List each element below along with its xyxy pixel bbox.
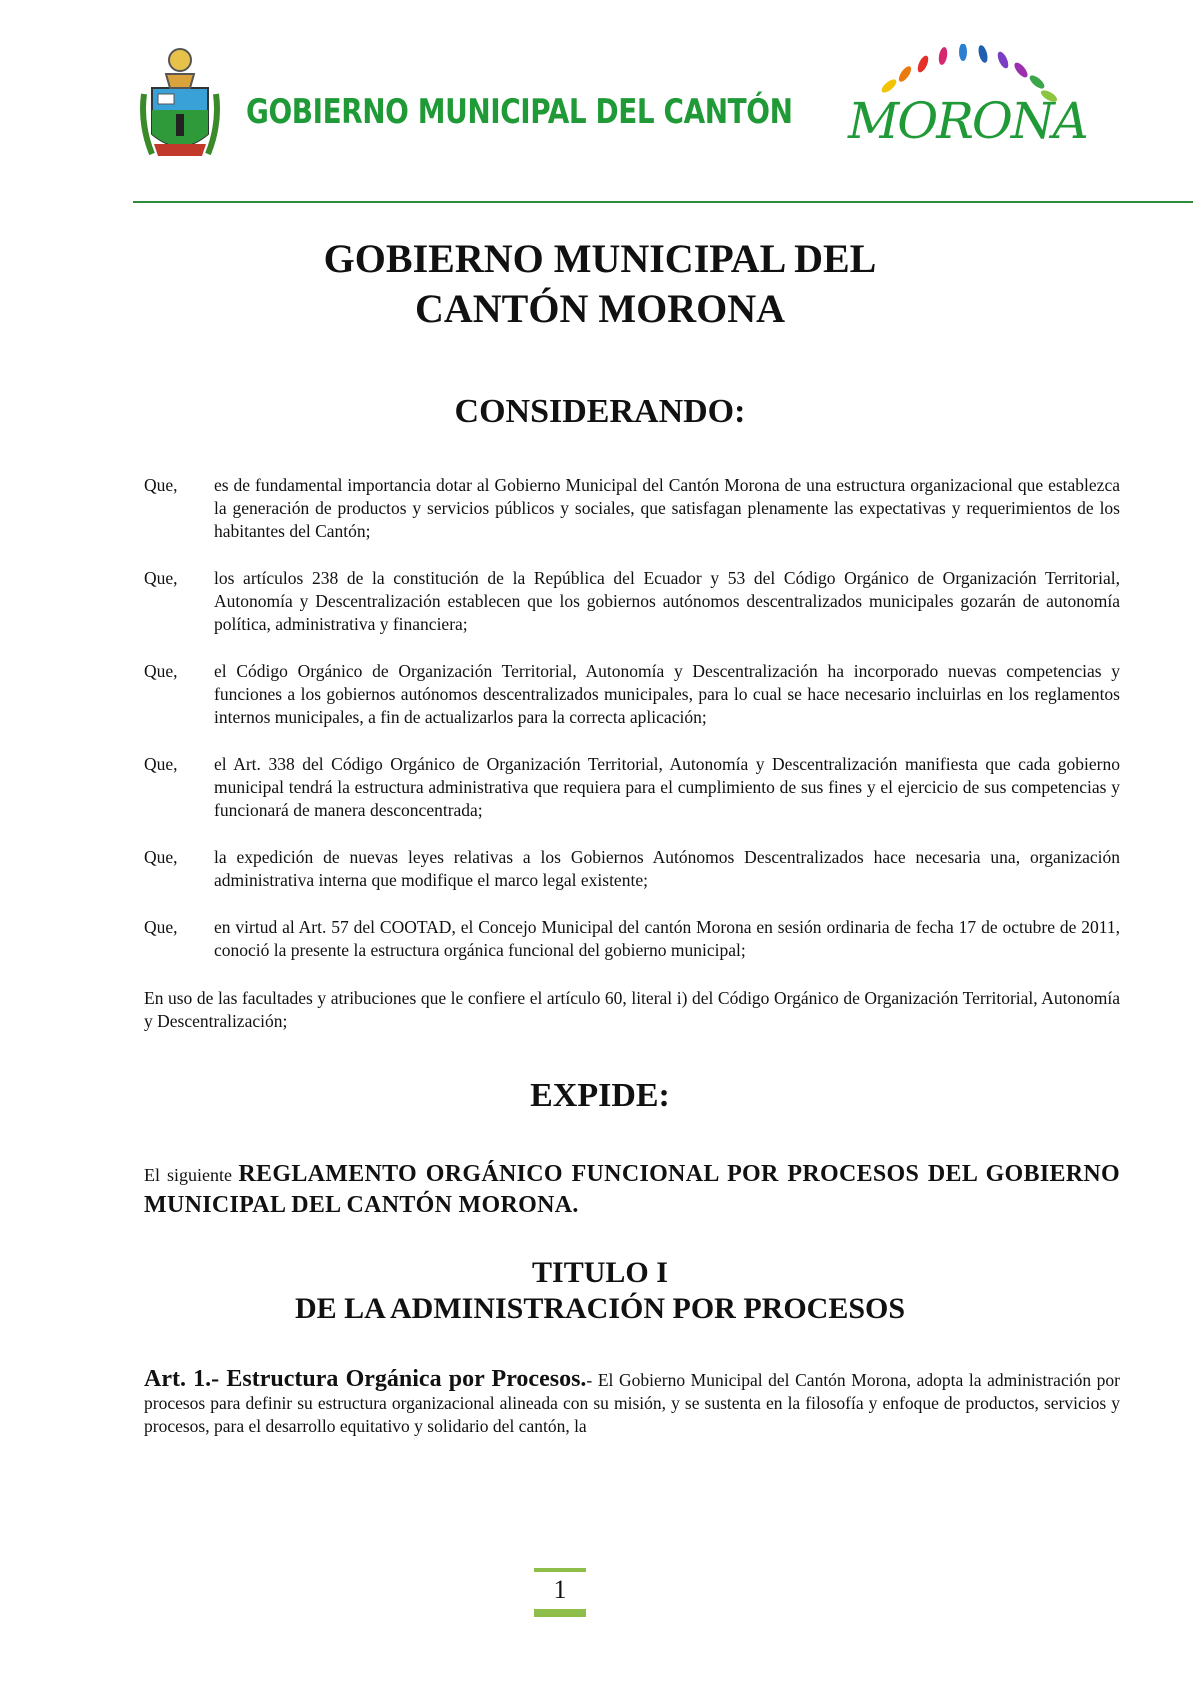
article-1-text: - El Gobierno Municipal del Cantón Morona, adopta la administración por procesos para definir su estructura organizacional alineada con su misión, y se sustenta en la filosofía y enfoque de productos, servicios y procesos, para el desarrollo equitativo y solidario del cantón, la xyxy=(144,1370,1120,1436)
clause-text: la expedición de nuevas leyes relativas a los Gobiernos Autónomos Descentralizados hace necesaria una, organización administrativa interna que modifique el marco legal existente; xyxy=(214,847,1120,890)
clause-text: el Art. 338 del Código Orgánico de Organización Territorial, Autonomía y Descentralización manifiesta que cada gobierno municipal tendrá la estructura administrativa que requiera para el cumplimiento de sus fines y el ejercicio de sus competencias y funcionará de manera desconcentrada; xyxy=(214,754,1120,820)
document-title xyxy=(0,234,1200,334)
clause xyxy=(144,660,1120,729)
clause-lead: Que, xyxy=(144,661,178,681)
clause xyxy=(144,567,1120,636)
clause-lead: Que, xyxy=(144,754,178,774)
page-number: 1 xyxy=(553,1575,567,1604)
titulo-line-2: DE LA ADMINISTRACIÓN POR PROCESOS xyxy=(294,1292,906,1325)
clause xyxy=(144,916,1120,962)
considerando-heading: CONSIDERANDO: xyxy=(454,393,746,430)
clause xyxy=(144,846,1120,892)
clause-lead: Que, xyxy=(144,917,178,937)
clause-text: es de fundamental importancia dotar al Gobierno Municipal del Cantón Morona de una estructura organizacional que establezca la generación de productos y servicios públicos y sociales, que satisfagan plenamente las expectativas y requerimientos de los habitantes del Cantón; xyxy=(214,475,1120,541)
morona-logo-word: MORONA xyxy=(848,92,1087,150)
clause xyxy=(144,753,1120,822)
header-divider xyxy=(133,201,1193,203)
page-header xyxy=(0,0,1200,210)
titulo-heading xyxy=(0,1255,1200,1327)
article-1-heading: Art. 1.- Estructura Orgánica por Procesos. xyxy=(144,1366,587,1392)
clause-text: los artículos 238 de la constitución de la República del Ecuador y 53 del Código Orgánico de Organización Territorial, Autonomía y Descentralización establecen que los gobiernos autónomos descentralizados municipales gozarán de autonomía política, administrativa y financiera; xyxy=(214,568,1120,634)
article-1 xyxy=(144,1368,1120,1438)
page-number-rule-bottom xyxy=(534,1609,586,1617)
reglamento-name: REGLAMENTO ORGÁNICO FUNCIONAL POR PROCESOS DEL GOBIERNO MUNICIPAL DEL CANTÓN MORONA. xyxy=(144,1161,1121,1218)
title-line-2: CANTÓN MORONA xyxy=(415,286,785,331)
reglamento-intro: El siguiente xyxy=(144,1165,232,1185)
municipal-crest-icon xyxy=(132,44,228,168)
clause xyxy=(144,474,1120,543)
considerando-clauses xyxy=(144,474,1120,986)
clause-lead: Que, xyxy=(144,475,178,495)
clause-text: en virtud al Art. 57 del COOTAD, el Concejo Municipal del cantón Morona en sesión ordinaria de fecha 17 de octubre de 2011, conoció la presente la estructura orgánica funcional del gobierno municipal; xyxy=(214,917,1120,960)
uso-paragraph: En uso de las facultades y atribuciones que le confiere el artículo 60, literal i) del Código Orgánico de Organización Territorial, Autonomía y Descentralización; xyxy=(144,988,1120,1031)
reglamento-paragraph xyxy=(144,1160,1120,1222)
page-number-rule-top xyxy=(534,1568,586,1572)
clause-lead: Que, xyxy=(144,847,178,867)
titulo-line-1: TITULO I xyxy=(532,1256,668,1289)
title-line-1: GOBIERNO MUNICIPAL DEL xyxy=(323,236,877,281)
header-org-name: GOBIERNO MUNICIPAL DEL CANTÓN xyxy=(246,92,793,132)
clause-lead: Que, xyxy=(144,568,178,588)
expide-heading: EXPIDE: xyxy=(530,1077,670,1114)
clause-text: el Código Orgánico de Organización Territorial, Autonomía y Descentralización ha incorporado nuevas competencias y funciones a los gobiernos autónomos descentralizados municipales, para lo cual se hace necesario incluirlas en los reglamentos internos municipales, a fin de actualizarlos para la correcta aplicación; xyxy=(214,661,1120,727)
